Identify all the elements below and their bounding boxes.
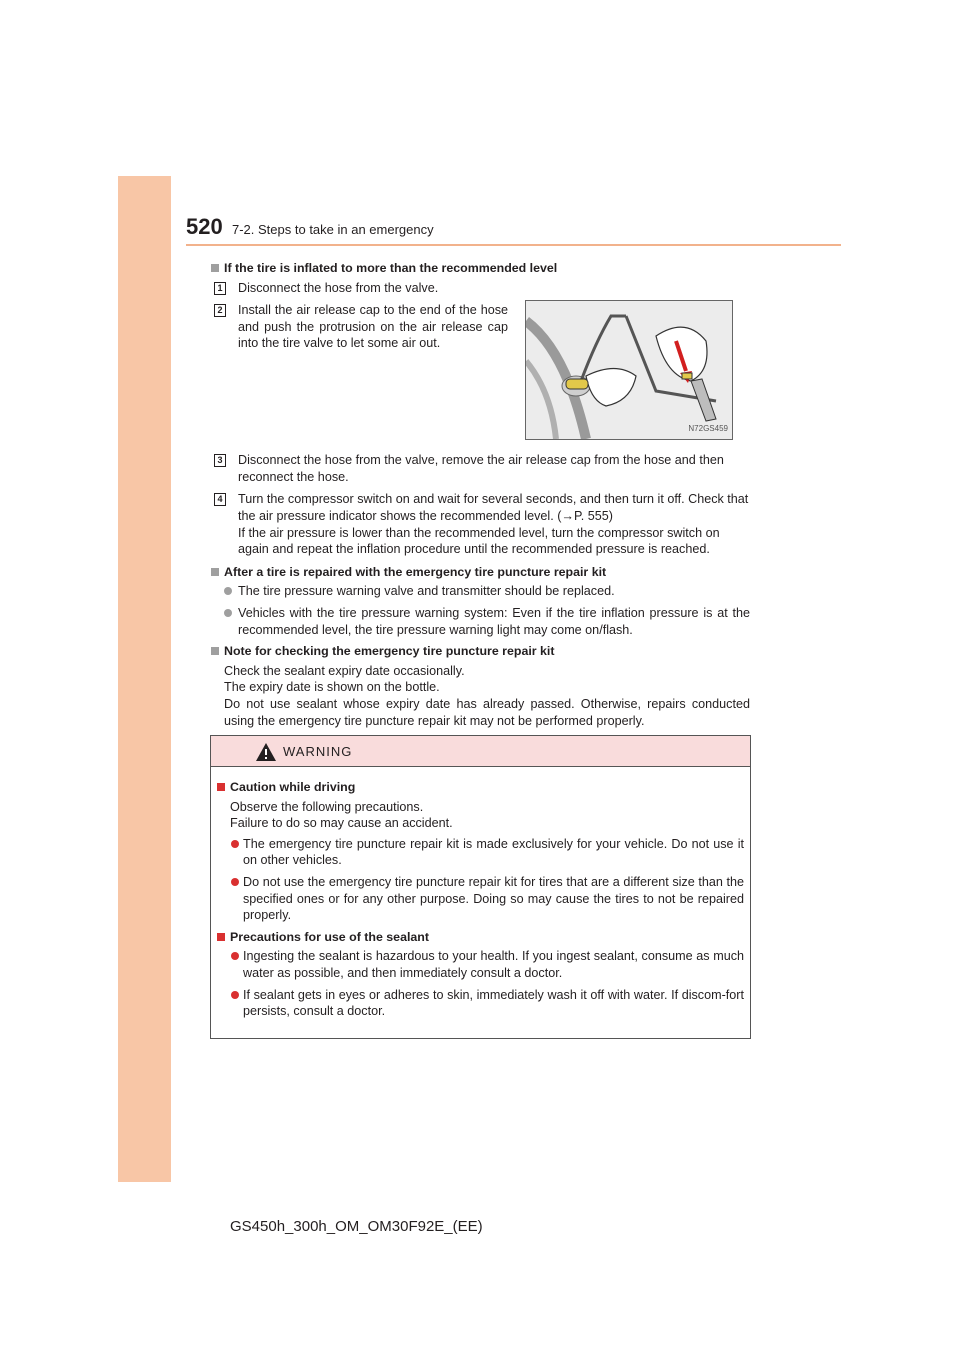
step-text: Install the air release cap to the end of the hose and push the protrusion on the air release cap into the tire valve to let some air out. <box>238 303 508 351</box>
warning-triangle-icon <box>255 742 277 762</box>
step-text: Disconnect the hose from the valve, remove the air release cap from the hose and then reconnect the hose. <box>238 453 724 484</box>
list-item: The emergency tire puncture repair kit is made exclusively for your vehicle. Do not use it on other vehicles. <box>217 836 744 869</box>
step-number-badge: 3 <box>214 454 226 467</box>
page-number: 520 <box>186 214 223 239</box>
warning-heading-caution: Caution while driving <box>217 779 744 796</box>
step-number-badge: 1 <box>214 282 226 295</box>
round-bullet-icon <box>231 991 239 999</box>
square-bullet-icon <box>211 647 219 655</box>
list-item: Do not use the emergency tire puncture repair kit for tires that are a different size than the specified ones or for any other purpose. Doing so may cause the tires to not be repaired properly. <box>217 874 744 924</box>
illustration-code: N72GS459 <box>688 423 728 433</box>
step-2 <box>210 302 750 442</box>
footer-document-code: GS450h_300h_OM_OM30F92E_(EE) <box>230 1218 483 1235</box>
warning-title: WARNING <box>283 744 353 759</box>
warning-header <box>211 736 750 767</box>
section-heading-after-repair: After a tire is repaired with the emergency tire puncture repair kit <box>210 564 750 581</box>
section-title: 7-2. Steps to take in an emergency <box>232 222 434 237</box>
step-number-badge: 4 <box>214 493 226 506</box>
list-item: Ingesting the sealant is hazardous to your health. If you ingest sealant, consume as much water as possible, and then immediately consult a doctor. <box>217 948 744 981</box>
step-1 <box>210 280 750 297</box>
round-bullet-icon <box>231 878 239 886</box>
square-bullet-icon <box>217 933 225 941</box>
side-band <box>118 176 171 1182</box>
step-text: Disconnect the hose from the valve. <box>238 280 439 295</box>
round-bullet-icon <box>231 840 239 848</box>
square-bullet-icon <box>211 264 219 272</box>
warning-body <box>211 767 750 1020</box>
main-content <box>210 256 750 733</box>
air-release-illustration <box>525 300 733 440</box>
section-heading-overinflated: If the tire is inflated to more than the recommended level <box>210 260 750 277</box>
list-item: The tire pressure warning valve and transmitter should be replaced. <box>210 583 750 600</box>
warning-heading-sealant: Precautions for use of the sealant <box>217 929 744 946</box>
step-number-badge: 2 <box>214 304 226 317</box>
round-bullet-icon <box>224 609 232 617</box>
warning-box <box>210 735 751 1039</box>
step-3 <box>210 452 750 485</box>
step-4 <box>210 491 750 557</box>
square-bullet-icon <box>211 568 219 576</box>
list-item: If sealant gets in eyes or adheres to skin, immediately wash it off with water. If discom-fort persists, consult a doctor. <box>217 987 744 1020</box>
round-bullet-icon <box>224 587 232 595</box>
square-bullet-icon <box>217 783 225 791</box>
tire-valve-illustration-icon <box>526 301 732 439</box>
warning-paragraph: Observe the following precautions. Failure to do so may cause an accident. <box>230 799 453 831</box>
list-item: Vehicles with the tire pressure warning system: Even if the tire inflation pressure is at the recommended level, the tire pressure warning light may come on/flash. <box>210 605 750 638</box>
step-text: Turn the compressor switch on and wait for several seconds, and then turn it off. Check that the air pressure indicator shows the recommended level. (→P. 555) <box>238 492 749 523</box>
header-rule <box>186 244 841 246</box>
note-paragraph: Check the sealant expiry date occasionally. The expiry date is shown on the bottle. Do not use sealant whose expiry date has already passed. Otherwise, repairs conducted using the emergency tire puncture repair kit may not be performed properly. <box>224 663 750 728</box>
round-bullet-icon <box>231 952 239 960</box>
step-text-continued: If the air pressure is lower than the recommended level, turn the compressor switch on again and repeat the inflation procedure until the recommended pressure is reached. <box>238 525 720 557</box>
section-heading-note: Note for checking the emergency tire puncture repair kit <box>210 643 750 660</box>
